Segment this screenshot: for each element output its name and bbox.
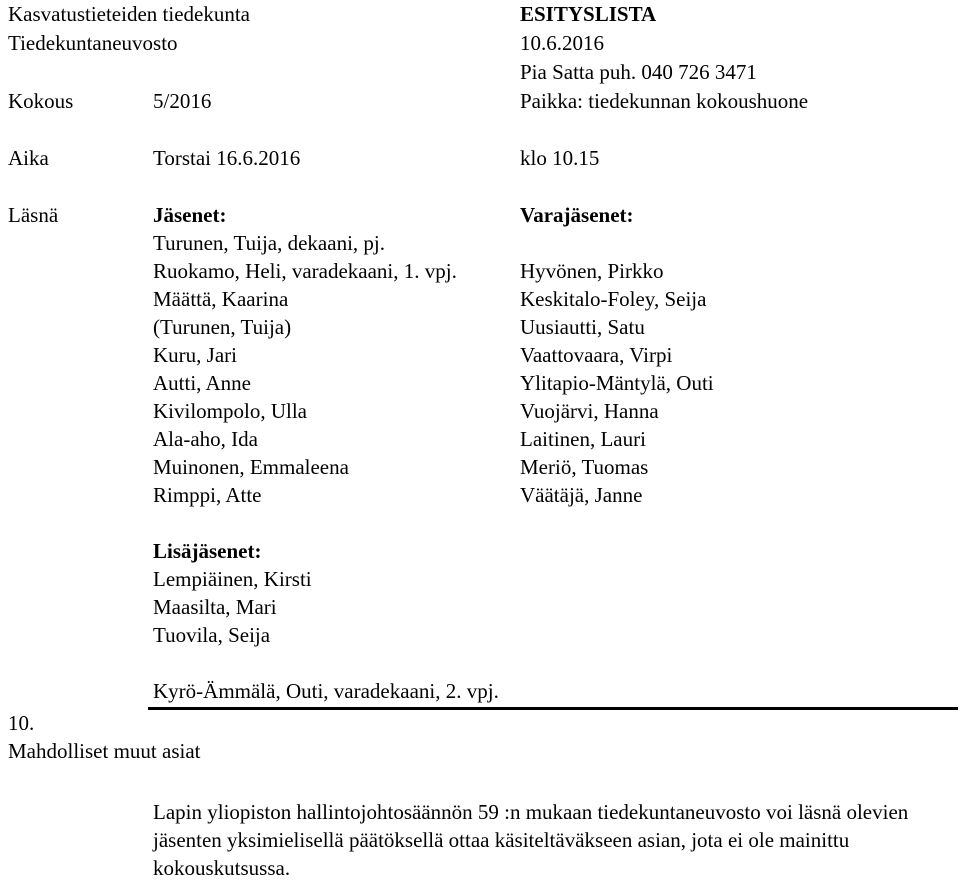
faculty-name: Kasvatustieteiden tiedekunta	[8, 2, 251, 26]
document-type: ESITYSLISTA	[520, 2, 657, 26]
meeting-date: Torstai 16.6.2016	[153, 146, 301, 170]
member-name: Määttä, Kaarina	[153, 287, 289, 311]
deputy-name: Laitinen, Lauri	[520, 427, 646, 451]
present-label: Läsnä	[8, 203, 59, 227]
member-name: Ala-aho, Ida	[153, 427, 258, 451]
contact-info: Pia Satta puh. 040 726 3471	[520, 60, 757, 84]
deputy-name: Ylitapio-Mäntylä, Outi	[520, 371, 714, 395]
members-heading: Jäsenet:	[153, 203, 227, 227]
meeting-label: Kokous	[8, 89, 74, 113]
member-name: Turunen, Tuija, dekaani, pj.	[153, 231, 385, 255]
additional-member-name: Maasilta, Mari	[153, 595, 277, 619]
extra-attendee: Kyrö-Ämmälä, Outi, varadekaani, 2. vpj.	[153, 679, 499, 703]
deputy-name: Väätäjä, Janne	[520, 483, 643, 507]
member-name: Autti, Anne	[153, 371, 251, 395]
meeting-number: 5/2016	[153, 89, 212, 113]
document-date: 10.6.2016	[520, 31, 604, 55]
item-title: Mahdolliset muut asiat	[8, 739, 201, 763]
section-divider	[148, 707, 958, 710]
member-name: Kuru, Jari	[153, 343, 237, 367]
deputy-name: Uusiautti, Satu	[520, 315, 645, 339]
item-text: Lapin yliopiston hallintojohtosäännön 59 :n mukaan tiedekuntaneuvosto voi läsnä olevien jäsenten yksimielisellä päätöksellä ottaa käsiteltäväkseen asian, jota ei ole mainittu kokouskutsussa.	[153, 800, 909, 880]
deputy-name: Keskitalo-Foley, Seija	[520, 287, 707, 311]
additional-members-heading: Lisäjäsenet:	[153, 539, 262, 563]
time-label: Aika	[8, 146, 49, 170]
member-name: Ruokamo, Heli, varadekaani, 1. vpj.	[153, 259, 457, 283]
deputy-name: Meriö, Tuomas	[520, 455, 649, 479]
member-name: (Turunen, Tuija)	[153, 315, 292, 339]
council-name: Tiedekuntaneuvosto	[8, 31, 178, 55]
member-name: Muinonen, Emmaleena	[153, 455, 349, 479]
deputy-name: Hyvönen, Pirkko	[520, 259, 664, 283]
deputy-name: Vuojärvi, Hanna	[520, 399, 659, 423]
additional-member-name: Tuovila, Seija	[153, 623, 271, 647]
member-name: Kivilompolo, Ulla	[153, 399, 307, 423]
additional-member-name: Lempiäinen, Kirsti	[153, 567, 312, 591]
item-number: 10.	[8, 711, 35, 735]
deputy-name: Vaattovaara, Virpi	[520, 343, 673, 367]
member-name: Rimppi, Atte	[153, 483, 262, 507]
meeting-place: Paikka: tiedekunnan kokoushuone	[520, 89, 809, 113]
deputies-heading: Varajäsenet:	[520, 203, 634, 227]
meeting-time: klo 10.15	[520, 146, 600, 170]
